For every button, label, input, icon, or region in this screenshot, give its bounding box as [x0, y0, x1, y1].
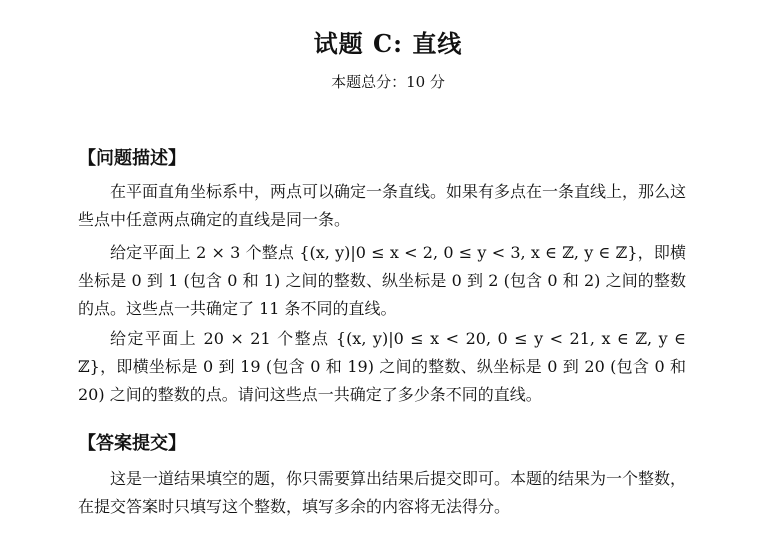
problem-paragraph-1: 在平面直角坐标系中，两点可以确定一条直线。如果有多点在一条直线上，那么这些点中任意两点确定的直线是同一条。 [78, 182, 687, 229]
problem-title: 试题 C: 直线 [313, 29, 463, 58]
problem-paragraph-3: 给定平面上 20 × 21 个整点 {(x, y)|0 ≤ x < 20, 0 ≤ y < 21, x ∈ ℤ, y ∈ ℤ}，即横坐标是 0 到 19 (包含 0 和 19) 之间的整数、纵坐标是 0 到 20 (包含 0 和 20) 之间的整数的点。请问这些点一共确定了多少条不同的直线。 [78, 329, 686, 404]
problem-description-heading: 【问题描述】 [78, 148, 186, 169]
answer-paragraph: 这是一道结果填空的题，你只需要算出结果后提交即可。本题的结果为一个整数，在提交答案时只填写这个整数，填写多余的内容将无法得分。 [78, 469, 687, 516]
total-score: 本题总分：10 分 [331, 73, 445, 91]
answer-submission-heading: 【答案提交】 [78, 433, 186, 454]
problem-paragraph-2: 给定平面上 2 × 3 个整点 {(x, y)|0 ≤ x < 2, 0 ≤ y < 3, x ∈ ℤ, y ∈ ℤ}，即横坐标是 0 到 1 (包含 0 和 1) 之间的整数、纵坐标是 0 到 2 (包含 0 和 2) 之间的整数的点。这些点一共确定了 11 条不同的直线。 [78, 243, 686, 318]
